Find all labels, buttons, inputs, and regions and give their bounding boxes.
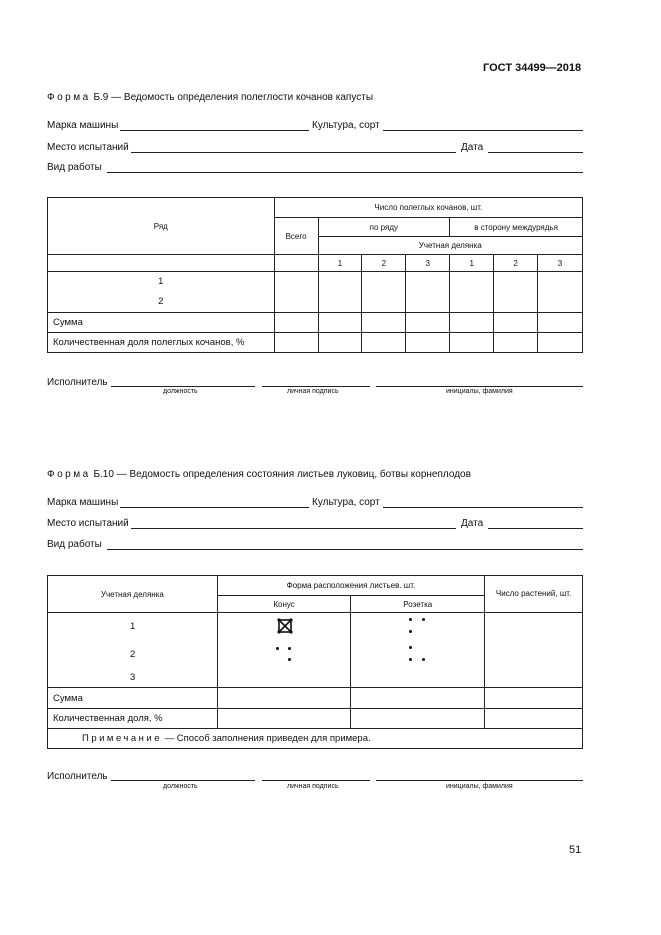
data-cell[interactable] [274,333,318,353]
data-cell[interactable] [538,272,583,313]
form-b9-position-field[interactable] [111,386,255,387]
tally-dot-icon [288,647,291,650]
name-caption: инициалы, фамилия [446,783,513,790]
position-caption: должность [163,388,198,395]
data-cell[interactable] [485,688,583,709]
form-b9-title-rest: Б.9 — Ведомость определения полеглости кочанов капусты [90,92,374,103]
data-cell[interactable] [274,272,318,313]
tally-dot-icon [288,658,291,661]
plot-number: 3 [538,255,583,272]
form-b10-place-label: Место испытаний [47,518,129,529]
plot-row-label: 2 [130,649,136,660]
data-cell[interactable] [450,333,494,353]
form-b10-culture-label: Культура, сорт [312,497,380,508]
form-b9-work-label: Вид работы [47,162,102,173]
form-b9-signature-field[interactable] [262,386,370,387]
form-b10-machine-field[interactable] [120,507,309,508]
form-b10-title [47,469,471,480]
data-cell[interactable] [406,333,450,353]
form-b10-work-label: Вид работы [47,539,102,550]
plot-row-label: 3 [130,672,136,683]
form-b9-place-field[interactable] [131,152,456,153]
header-empty-cell [274,255,318,272]
form-b10-place-field[interactable] [131,528,456,529]
form-b10-work-field[interactable] [107,549,583,550]
plot-row-label: 1 [130,621,136,632]
data-cell[interactable] [538,333,583,353]
data-cell[interactable] [274,313,318,333]
cone-marks-cell[interactable] [217,613,351,688]
standard-number: ГОСТ 34499—2018 [483,62,582,74]
group-header: Число полеглых кочанов, шт. [274,198,582,218]
tally-dot-icon [422,658,425,661]
data-cell[interactable] [485,709,583,729]
position-caption: должность [163,783,198,790]
signature-caption: личная подпись [287,388,339,395]
data-cell[interactable] [351,688,485,709]
form-b9-title-spaced: Форма [47,92,91,103]
data-cell[interactable] [217,709,351,729]
form-b10-machine-label: Марка машины [47,497,119,508]
data-cell[interactable] [494,272,538,313]
data-cell[interactable] [485,613,583,688]
plot-number: 3 [406,255,450,272]
form-b9-machine-label: Марка машины [47,120,119,131]
plants-header: Число растений, шт. [485,576,583,613]
data-cell[interactable] [406,272,450,313]
sum-label: Сумма [48,313,275,333]
form-b9-culture-label: Культура, сорт [312,120,380,131]
form-b9-date-label: Дата [461,142,484,153]
in-row-header: по ряду [318,218,450,237]
data-cell[interactable] [318,272,362,313]
form-b10-executor-label: Исполнитель [47,771,108,782]
data-cell[interactable] [217,688,351,709]
cone-header: Конус [217,596,351,613]
name-caption: инициалы, фамилия [446,388,513,395]
row-labels-cell [48,272,275,313]
share-label: Количественная доля полеглых кочанов, % [48,333,275,353]
table-note [48,729,583,749]
tally-dot-icon [422,618,425,621]
tally-dot-icon [409,658,412,661]
form-b10-date-label: Дата [461,518,484,529]
form-header: Форма расположения листьев. шт. [217,576,484,596]
data-cell[interactable] [406,313,450,333]
total-header: Всего [274,218,318,255]
share-label: Количественная доля, % [48,709,218,729]
rosette-marks-cell[interactable] [351,613,485,688]
form-b10-signature-field[interactable] [262,780,370,781]
tally-dot-icon [409,618,412,621]
tally-dot-icon [409,646,412,649]
header-empty-cell [48,255,275,272]
plot-rows-cell [48,613,218,688]
note-label: Примечание [82,733,162,744]
tally-dot-icon [276,647,279,650]
data-cell[interactable] [362,313,406,333]
row-header: Ряд [48,198,275,255]
plot-header: Учетная делянка [318,237,582,255]
tally-five-icon [277,618,293,634]
form-b9-executor-label: Исполнитель [47,377,108,388]
row-label: 1 [158,276,164,287]
form-b10-title-rest: Б.10 — Ведомость определения состояния листьев луковиц, ботвы корнеплодов [90,469,471,480]
data-cell[interactable] [351,709,485,729]
data-cell[interactable] [318,313,362,333]
data-cell[interactable] [494,313,538,333]
signature-caption: личная подпись [287,783,339,790]
data-cell[interactable] [362,272,406,313]
form-b9-date-field[interactable] [488,152,583,153]
form-b10-position-field[interactable] [111,780,255,781]
form-b9-place-label: Место испытаний [47,142,129,153]
note-text: — Способ заполнения приведен для примера. [162,733,371,744]
form-b10-culture-field[interactable] [383,507,583,508]
form-b9-name-field[interactable] [376,386,583,387]
plot-header: Учетная делянка [48,576,218,613]
form-b10-name-field[interactable] [376,780,583,781]
rosette-header: Розетка [351,596,485,613]
row-label: 2 [158,296,164,307]
plot-number: 1 [450,255,494,272]
form-b10-table [47,575,583,749]
form-b9-machine-field[interactable] [120,130,309,131]
inter-row-header: в сторону междурядья [450,218,583,237]
plot-number: 2 [362,255,406,272]
form-b9-table [47,197,583,353]
form-b10-date-field[interactable] [488,528,583,529]
sum-label: Сумма [48,688,218,709]
form-b9-title [47,92,373,103]
form-b9-culture-field[interactable] [383,130,583,131]
page-number: 51 [569,844,582,856]
plot-number: 2 [494,255,538,272]
form-b10-title-spaced: Форма [47,469,91,480]
data-cell[interactable] [450,313,494,333]
tally-dot-icon [409,630,412,633]
data-cell[interactable] [450,272,494,313]
data-cell[interactable] [362,333,406,353]
plot-number: 1 [318,255,362,272]
data-cell[interactable] [318,333,362,353]
data-cell[interactable] [538,313,583,333]
form-b9-work-field[interactable] [107,172,583,173]
data-cell[interactable] [494,333,538,353]
